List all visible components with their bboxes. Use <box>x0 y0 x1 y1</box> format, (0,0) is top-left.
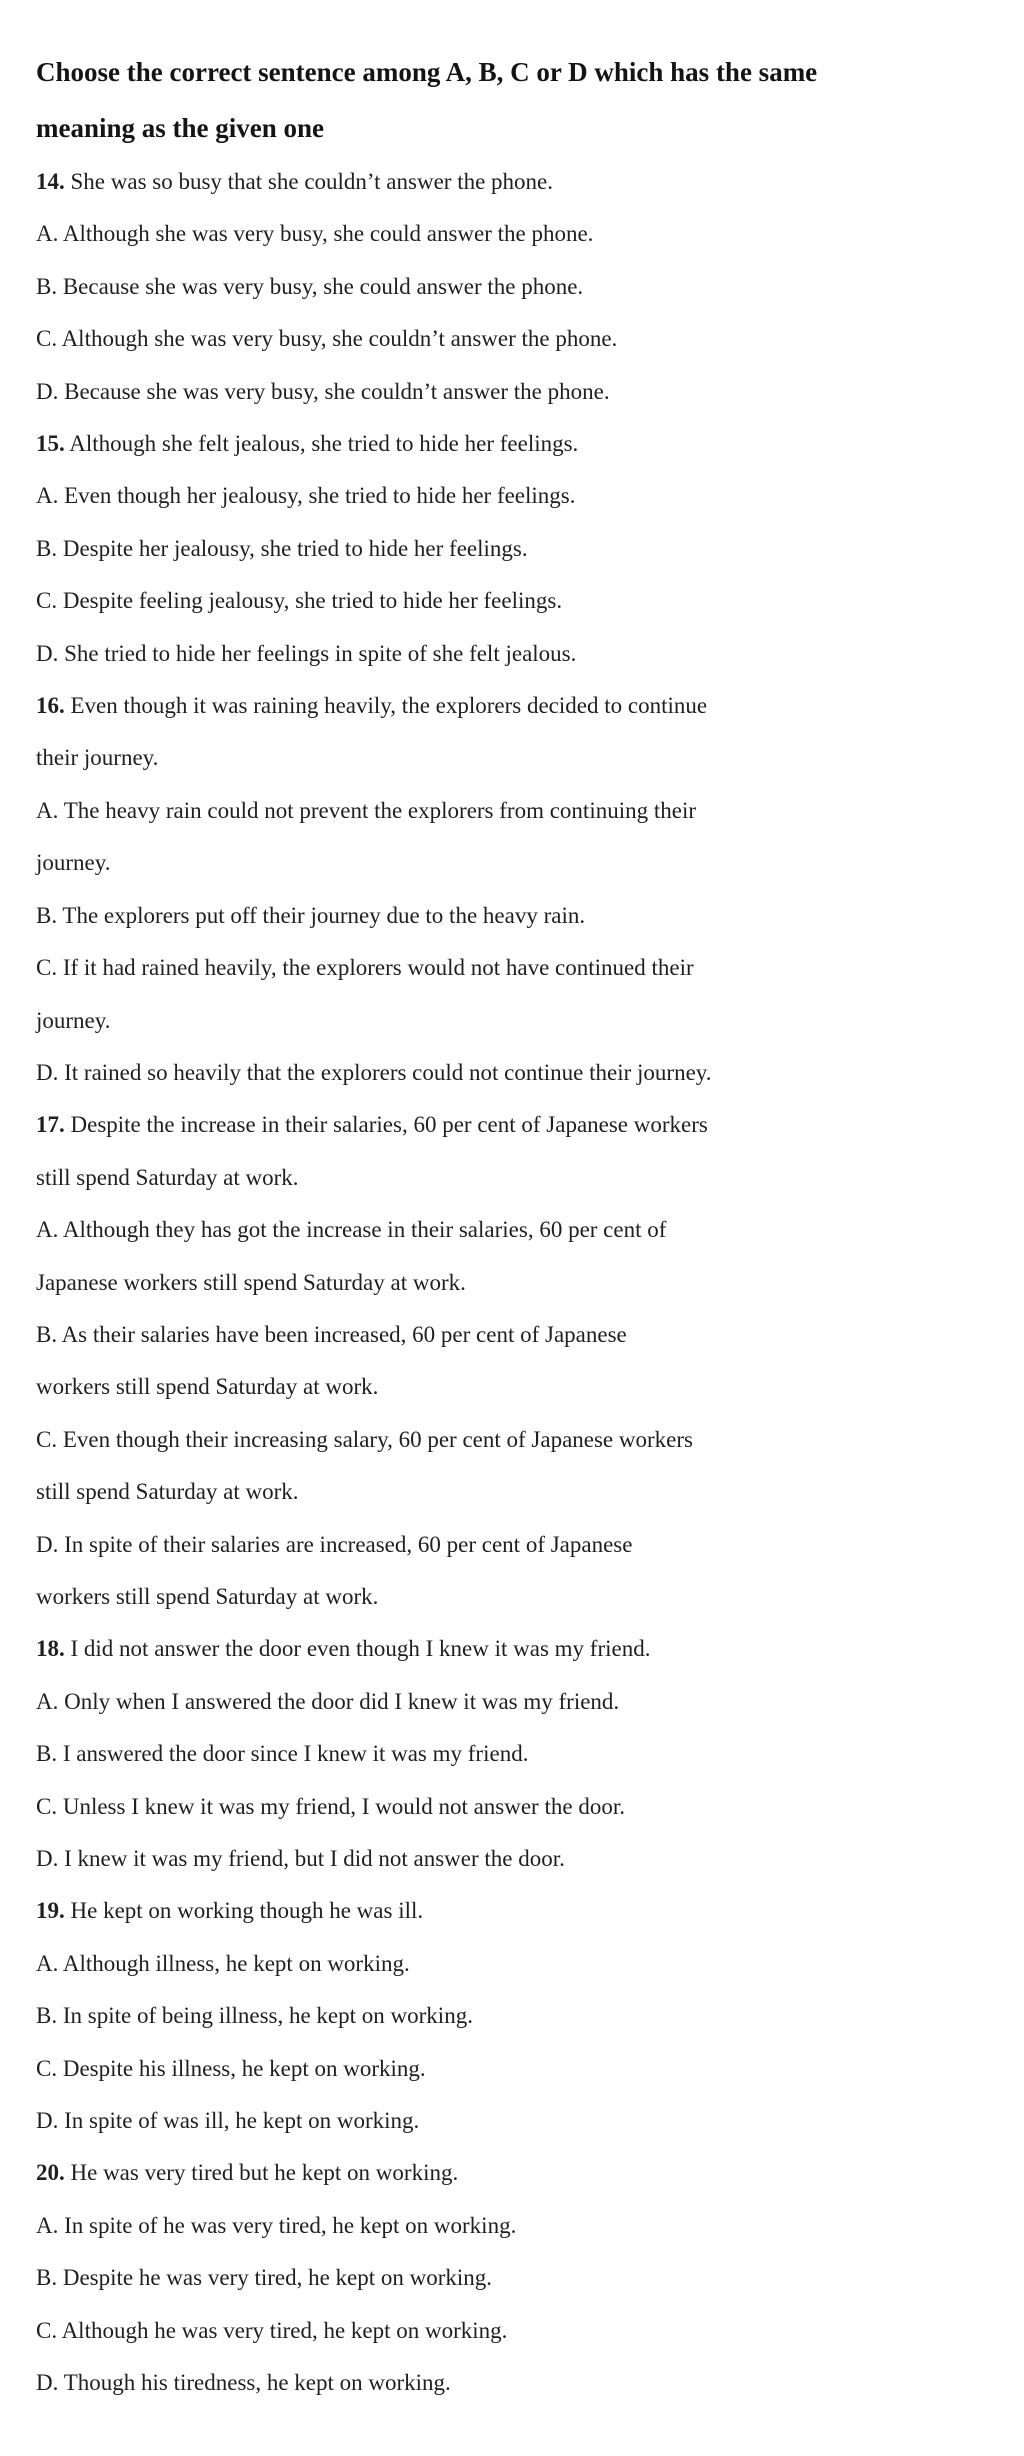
answer-option-text: A. The heavy rain could not prevent the explorers from continuing their <box>36 797 696 823</box>
answer-option-text: D. In spite of was ill, he kept on working. <box>36 2108 420 2134</box>
answer-option-text: D. She tried to hide her feelings in spite of she felt jealous. <box>36 640 577 666</box>
answer-option-text: B. Because she was very busy, she could answer the phone. <box>36 273 584 299</box>
question-stem <box>36 1152 994 1204</box>
question-number: 20. <box>36 2160 65 2186</box>
answer-option-a <box>36 1938 994 1990</box>
answer-option-a <box>36 2200 994 2252</box>
answer-option-d <box>36 2095 994 2147</box>
answer-option-c <box>36 2043 994 2095</box>
answer-option-text: B. Despite her jealousy, she tried to hide her feelings. <box>36 535 528 561</box>
answer-option-text: D. In spite of their salaries are increased, 60 per cent of Japanese <box>36 1531 633 1557</box>
question-stem-text: He was very tired but he kept on working. <box>64 2160 459 2186</box>
answer-option-a <box>36 1676 994 1728</box>
answer-option-b <box>36 2252 994 2304</box>
answer-option-c <box>36 942 994 994</box>
answer-option-text: A. Although illness, he kept on working. <box>36 1950 410 1976</box>
question-stem <box>36 156 994 208</box>
answer-option-text: A. Only when I answered the door did I knew it was my friend. <box>36 1688 620 1714</box>
question-stem-text: I did not answer the door even though I knew it was my friend. <box>64 1636 651 1662</box>
answer-option-text: D. Because she was very busy, she couldn’t answer the phone. <box>36 378 610 404</box>
answer-option-b <box>36 890 994 942</box>
question-stem-text: Although she felt jealous, she tried to hide her feelings. <box>64 431 579 457</box>
answer-option-d <box>36 1047 994 1099</box>
question-block <box>36 1623 994 1885</box>
answer-option-b <box>36 261 994 313</box>
answer-option-text: B. I answered the door since I knew it was my friend. <box>36 1741 529 1767</box>
instructions-line: Choose the correct sentence among A, B, C or D which has the same <box>36 57 818 87</box>
answer-option-text: workers still spend Saturday at work. <box>36 1374 379 1400</box>
answer-option-text: B. Despite he was very tired, he kept on working. <box>36 2265 493 2291</box>
answer-option-c <box>36 575 994 627</box>
question-number: 16. <box>36 693 65 719</box>
answer-option-text: D. Though his tiredness, he kept on working. <box>36 2370 451 2396</box>
answer-option-d <box>36 1519 994 1571</box>
question-list <box>36 156 994 2409</box>
answer-option-text: journey. <box>36 1007 111 1033</box>
answer-option-text: A. Even though her jealousy, she tried to hide her feelings. <box>36 483 576 509</box>
answer-option-a <box>36 1204 994 1256</box>
question-stem-text: Despite the increase in their salaries, 60 per cent of Japanese workers <box>64 1112 708 1138</box>
question-stem-text: their journey. <box>36 745 159 771</box>
answer-option-text: C. Unless I knew it was my friend, I would not answer the door. <box>36 1793 625 1819</box>
question-number: 18. <box>36 1636 65 1662</box>
answer-option-text: C. Despite feeling jealousy, she tried to hide her feelings. <box>36 588 563 614</box>
answer-option-text: D. I knew it was my friend, but I did not answer the door. <box>36 1846 565 1871</box>
question-stem <box>36 680 994 732</box>
question-stem <box>36 732 994 784</box>
answer-option-b <box>36 1361 994 1413</box>
question-number: 17. <box>36 1112 65 1138</box>
answer-option-text: C. Even though their increasing salary, 60 per cent of Japanese workers <box>36 1426 693 1452</box>
answer-option-d <box>36 628 994 680</box>
question-number: 19. <box>36 1898 65 1924</box>
question-number: 15. <box>36 431 65 457</box>
instructions-line: meaning as the given one <box>36 113 325 143</box>
question-block <box>36 1099 994 1623</box>
answer-option-c <box>36 1414 994 1466</box>
answer-option-text: A. Although they has got the increase in their salaries, 60 per cent of <box>36 1217 667 1243</box>
answer-option-text: B. As their salaries have been increased, 60 per cent of Japanese <box>36 1321 627 1347</box>
answer-option-text: A. In spite of he was very tired, he kept on working. <box>36 2212 517 2238</box>
answer-option-d <box>36 2357 994 2409</box>
question-block <box>36 156 994 418</box>
answer-option-c <box>36 995 994 1047</box>
answer-option-text: B. In spite of being illness, he kept on working. <box>36 2003 473 2029</box>
answer-option-b <box>36 1309 994 1361</box>
question-stem <box>36 1623 994 1675</box>
answer-option-text: C. If it had rained heavily, the explorers would not have continued their <box>36 955 694 981</box>
question-stem-text: Even though it was raining heavily, the explorers decided to continue <box>64 693 708 719</box>
answer-option-b <box>36 1728 994 1780</box>
answer-option-d <box>36 1833 994 1885</box>
answer-option-c <box>36 1466 994 1518</box>
question-stem-text: still spend Saturday at work. <box>36 1164 299 1190</box>
answer-option-c <box>36 313 994 365</box>
answer-option-text: B. The explorers put off their journey due to the heavy rain. <box>36 902 586 928</box>
question-stem <box>36 1099 994 1151</box>
answer-option-a <box>36 208 994 260</box>
answer-option-text: C. Although she was very busy, she couldn’t answer the phone. <box>36 326 618 352</box>
answer-option-a <box>36 785 994 837</box>
answer-option-text: workers still spend Saturday at work. <box>36 1583 379 1609</box>
answer-option-a <box>36 837 994 889</box>
answer-option-c <box>36 1781 994 1833</box>
question-stem <box>36 2147 994 2199</box>
answer-option-b <box>36 1990 994 2042</box>
question-block <box>36 2147 994 2409</box>
question-block <box>36 680 994 1099</box>
question-block <box>36 418 994 680</box>
answer-option-text: C. Although he was very tired, he kept on working. <box>36 2317 508 2343</box>
answer-option-c <box>36 2305 994 2357</box>
answer-option-a <box>36 1257 994 1309</box>
answer-option-text: still spend Saturday at work. <box>36 1479 299 1505</box>
question-number: 14. <box>36 169 65 194</box>
answer-option-d <box>36 366 994 418</box>
answer-option-text: C. Despite his illness, he kept on working. <box>36 2055 426 2081</box>
answer-option-text: journey. <box>36 850 111 876</box>
question-block <box>36 1885 994 2147</box>
question-stem-text: She was so busy that she couldn’t answer the phone. <box>64 169 553 194</box>
answer-option-b <box>36 523 994 575</box>
question-stem-text: He kept on working though he was ill. <box>64 1898 424 1924</box>
answer-option-a <box>36 470 994 522</box>
instructions-heading <box>36 44 994 156</box>
answer-option-text: Japanese workers still spend Saturday at work. <box>36 1269 466 1295</box>
answer-option-text: D. It rained so heavily that the explorers could not continue their journey. <box>36 1059 712 1085</box>
answer-option-d <box>36 1571 994 1623</box>
question-stem <box>36 1885 994 1937</box>
question-stem <box>36 418 994 470</box>
answer-option-text: A. Although she was very busy, she could answer the phone. <box>36 221 594 247</box>
